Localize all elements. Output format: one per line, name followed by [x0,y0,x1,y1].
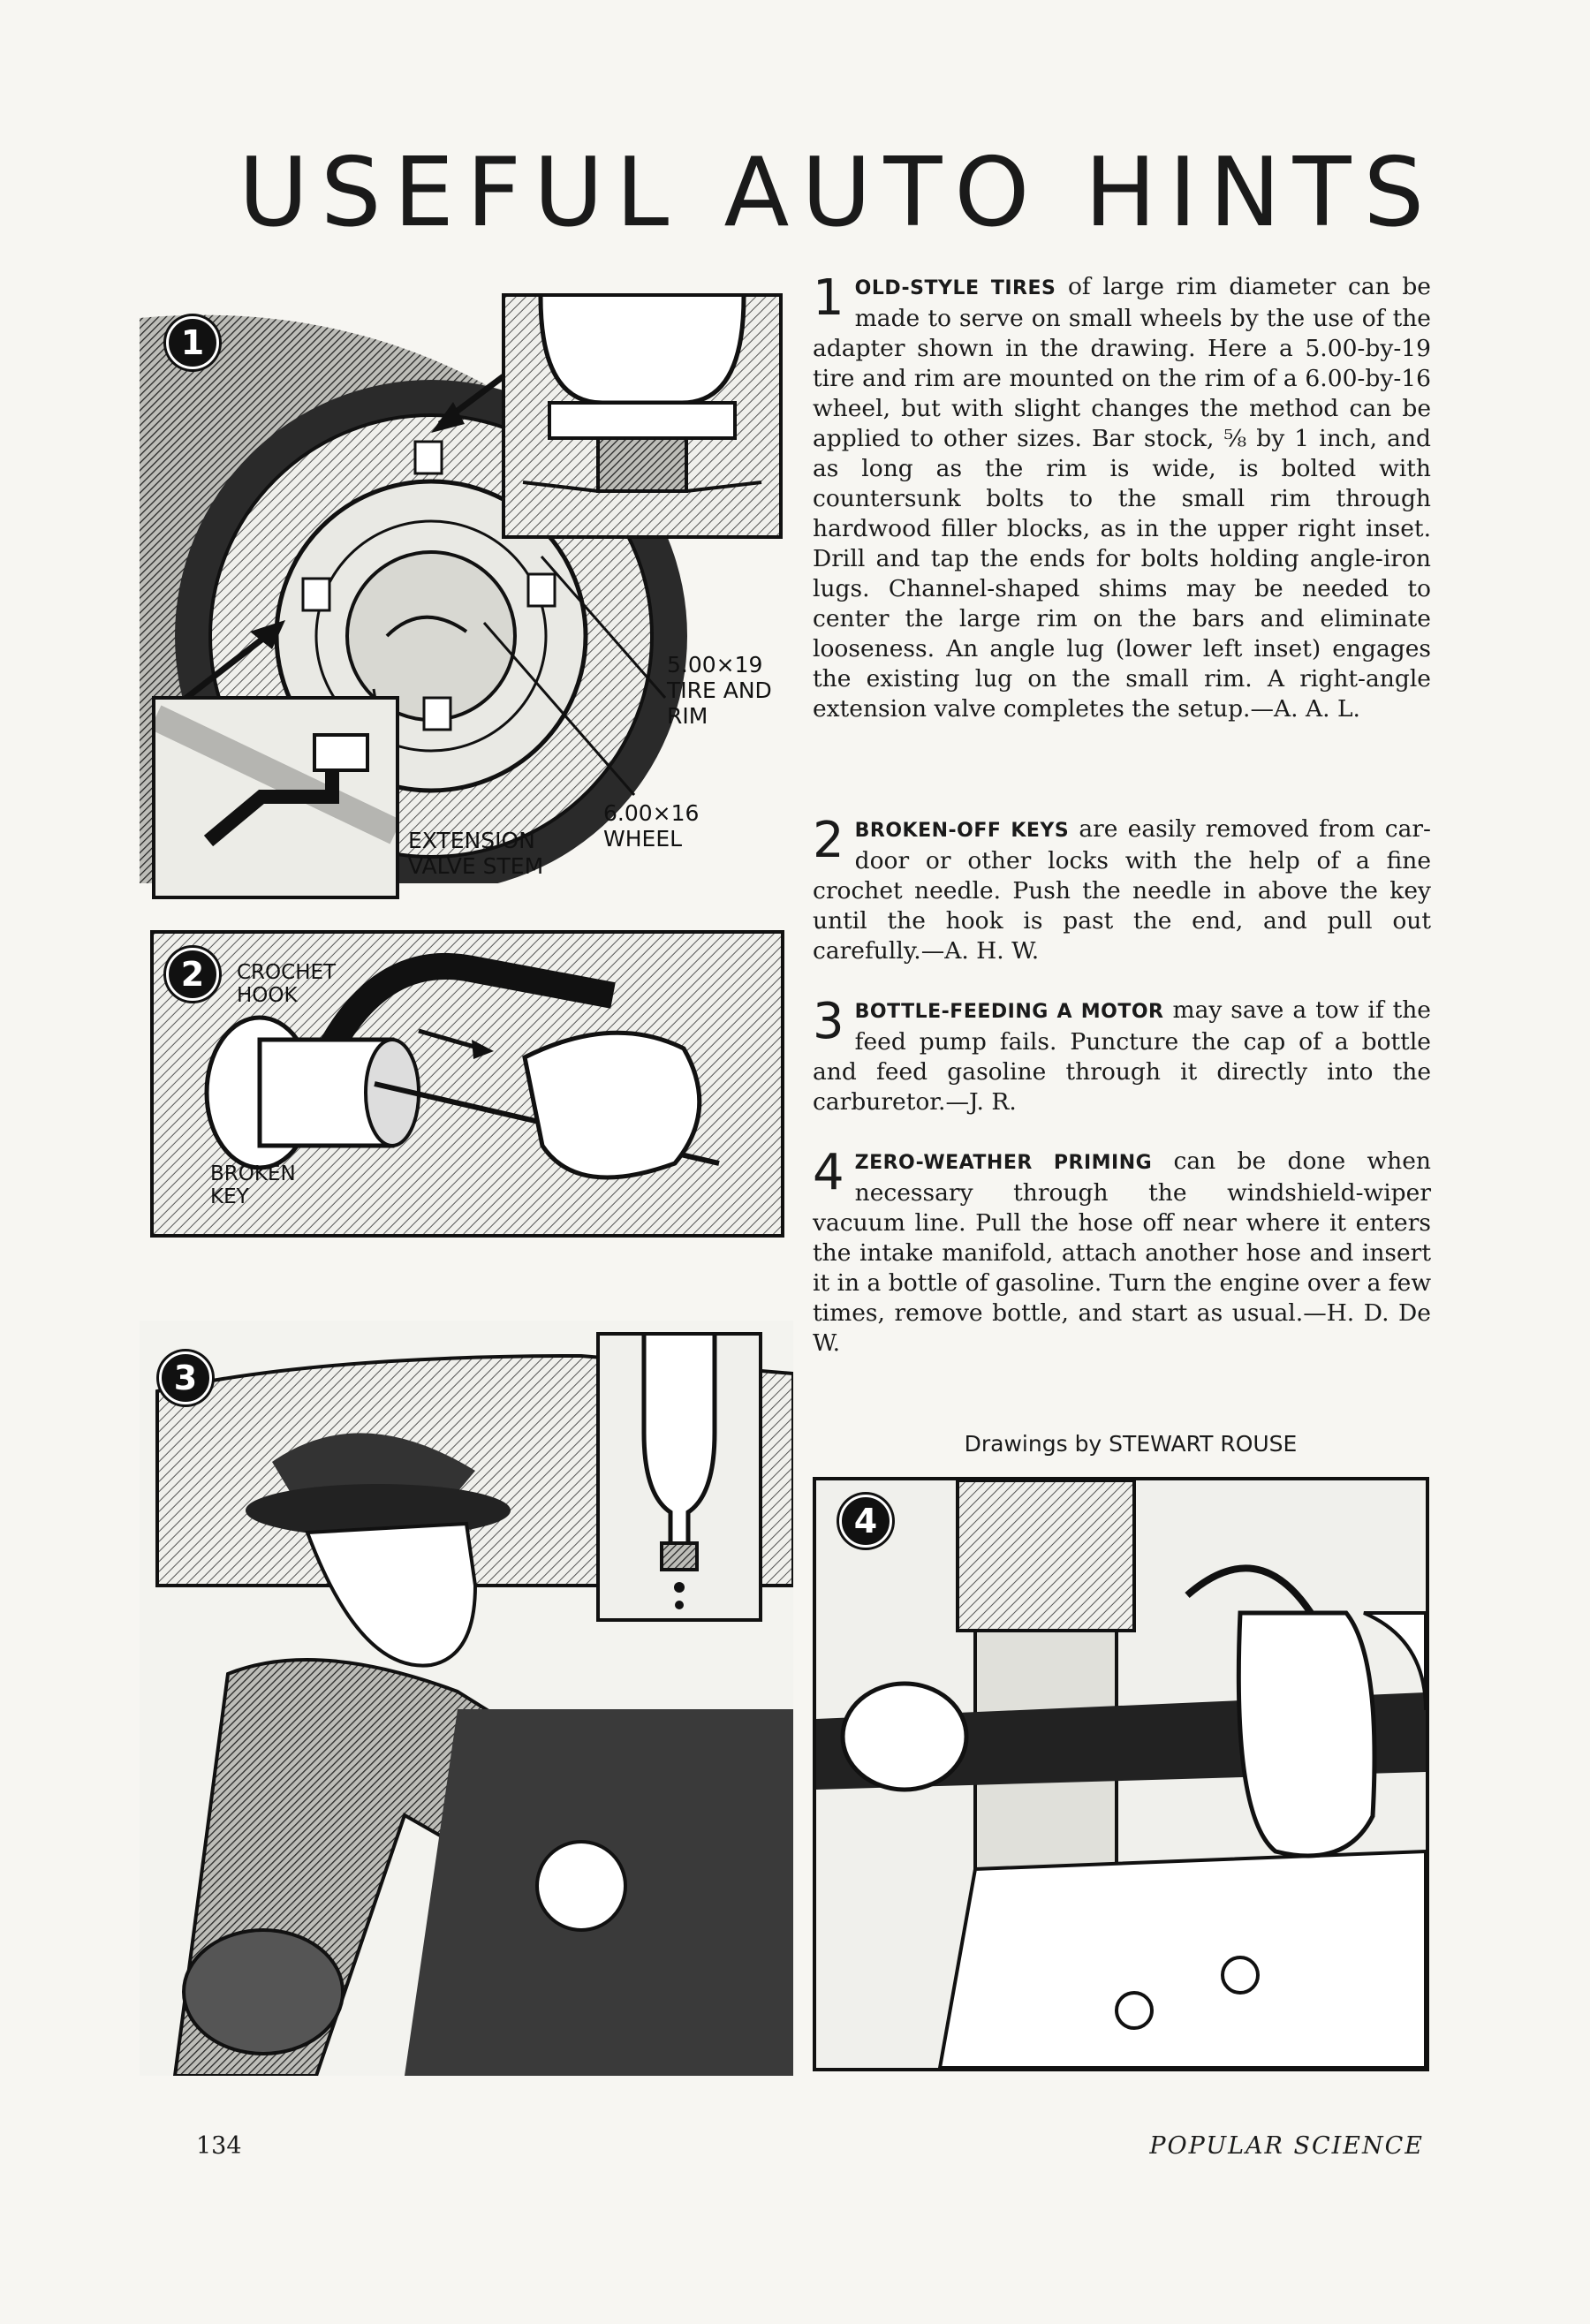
inset-upper-right [502,293,783,539]
label-broken-key [210,1162,334,1208]
hint-number: 4 [813,1144,844,1201]
figure-1-number: 1 [166,316,219,369]
hubcap [347,552,515,720]
hint-number: 2 [813,812,844,869]
hint-3 [813,995,1431,1117]
label-key-text: BROKEN KEY [210,1162,296,1208]
figure-4-number: 4 [839,1495,892,1548]
label-tire-text: 5.00×19 TIRE AND RIM [667,652,772,729]
hint-lead: ZERO-WEATHER PRIMING [854,1152,1153,1174]
magazine-name: POPULAR SCIENCE [1149,2132,1424,2160]
figure-3-number: 3 [159,1351,212,1404]
figure-4-priming [813,1477,1429,2071]
illustration-credit: Drawings by STEWART ROUSE [964,1431,1298,1457]
label-tire-and-rim [667,652,799,729]
label-valve-stem [408,828,567,879]
hint-body: of large rim diameter can be made to serve on small wheels by the use of the adapter shown in the drawing. Here a 5.00-by-19 tire and rim are mounted on the rim of a 6.00-by-16 wheel, but with slight changes the method can be applied to other sizes. Bar stock, ⅝ by 1 inch, and as long as the rim is wide, is bolted with countersunk bolts to the small rim through hardwood filler blocks, as in the upper right inset. Drill and tap the ends for bolts holding angle-iron lugs. Channel-shaped shims may be needed to center the large rim on the bars and eliminate looseness. An angle lug (lower left inset) engages the existing lug on the small rim. A right-angle extension valve completes the setup.—A. A. L. [813,273,1431,723]
page-title: USEFUL AUTO HINTS [238,138,1437,248]
hint-number: 1 [813,269,844,327]
hint-lead: OLD-STYLE TIRES [854,277,1056,299]
hint-body: may save a tow if the feed pump fails. Puncture the cap of a bottle and feed gasoline through it directly into the carburetor.—J. R. [813,996,1431,1116]
hint-body: can be done when necessary through the windshield-wiper vacuum line. Pull the hose off near where it enters the intake manifold, attach another hose and insert it in a bottle of gasoline. Turn the engine over a few times, remove bottle, and start as usual.—H. D. De W. [813,1147,1432,1357]
label-hook-text: CROCHET HOOK [237,961,337,1007]
hint-1 [813,269,1431,724]
hint-body: are easily removed from car-door or other locks with the help of a fine crochet needle. Push the needle in above the key until the hook is past the end, and pull out carefully.—A. H. W. [813,815,1431,965]
label-crochet-hook [237,961,360,1007]
label-valve-text: EXTENSION VALVE STEM [408,828,544,879]
label-wheel [603,800,727,852]
label-wheel-text: 6.00×16 WHEEL [603,800,700,852]
hint-2 [813,814,1431,966]
hint-lead: BOTTLE-FEEDING A MOTOR [854,1001,1164,1023]
hint-number: 3 [813,993,844,1050]
inset-lower-left [152,696,399,899]
hint-4 [813,1144,1432,1359]
figure-2-number: 2 [166,948,219,1001]
inset-bottle [596,1332,762,1622]
hint-lead: BROKEN-OFF KEYS [854,820,1070,842]
page-number: 134 [196,2132,242,2160]
bottle-shape [1238,1613,1374,1856]
